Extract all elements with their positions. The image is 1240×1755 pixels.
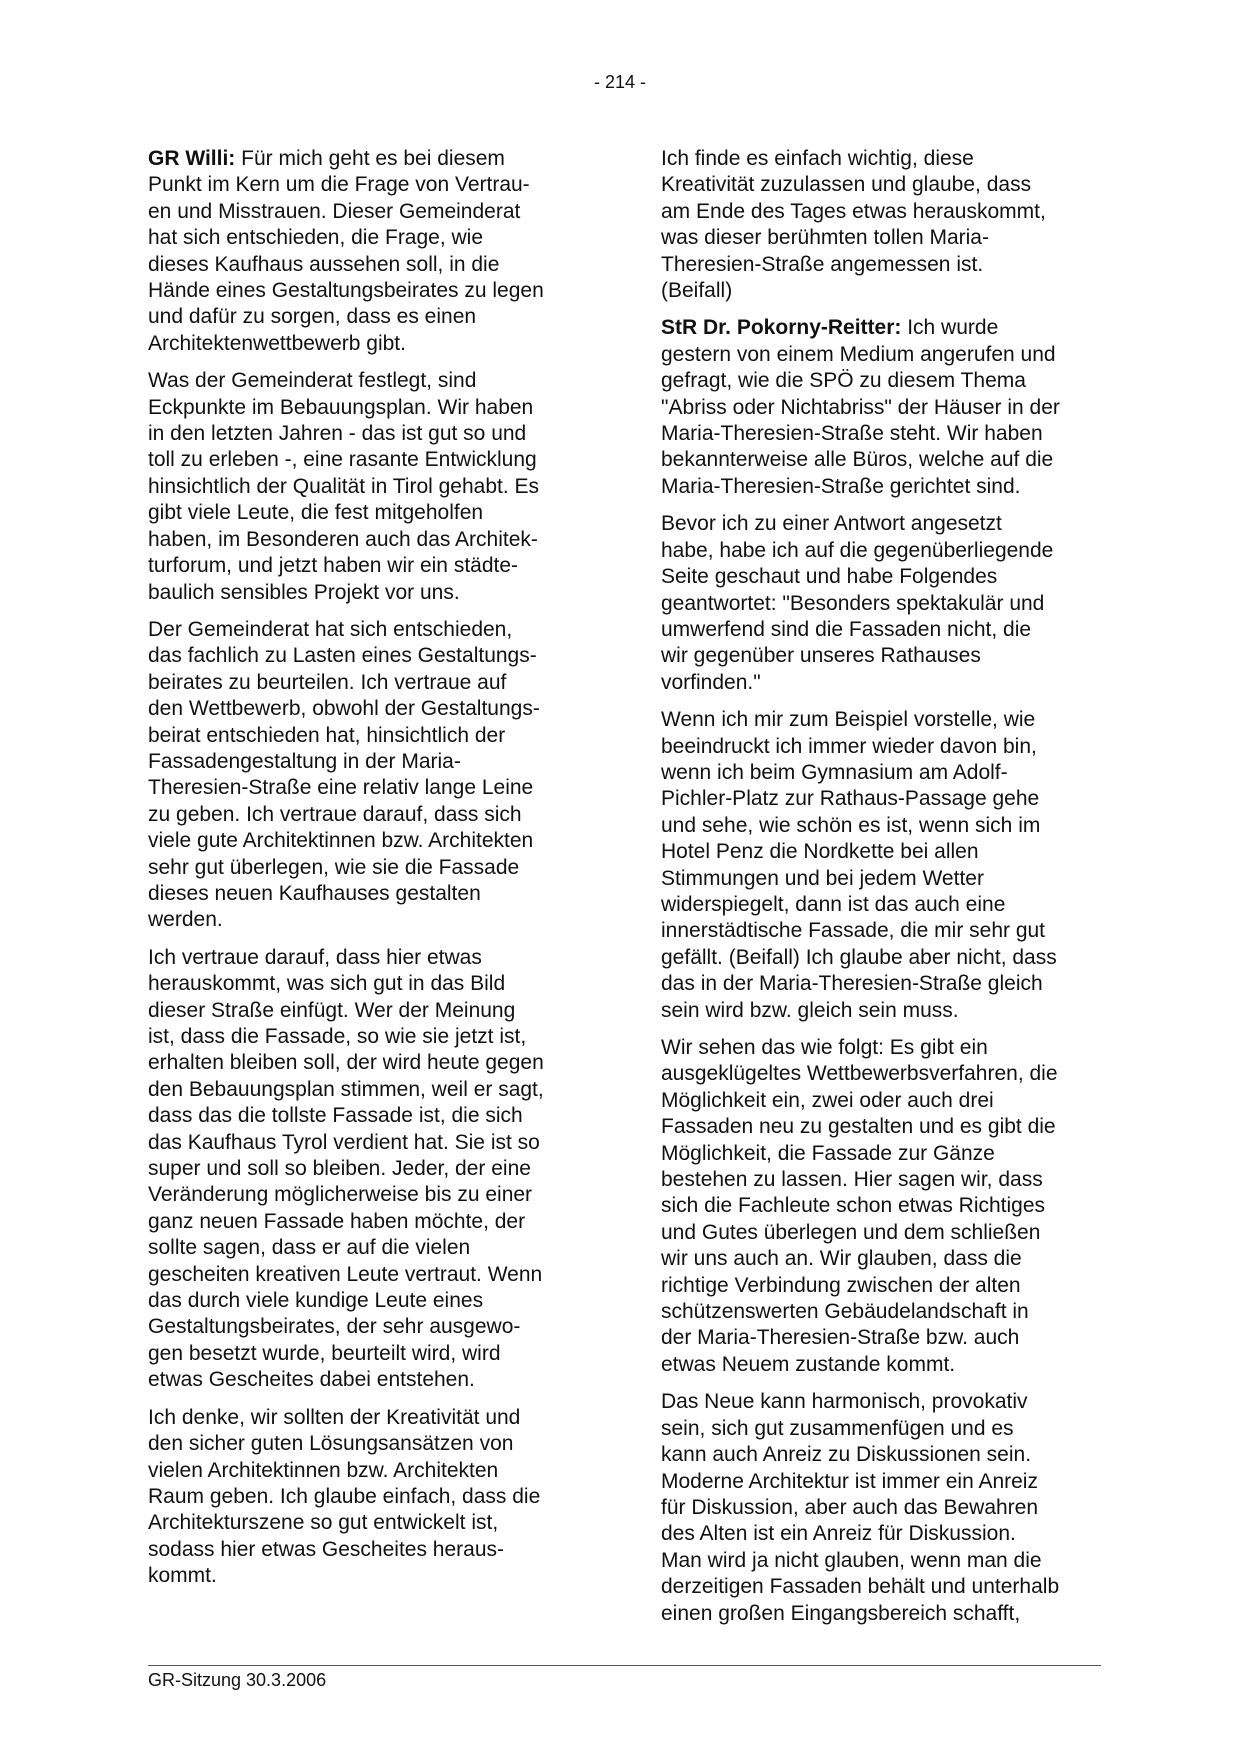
text-line <box>661 278 1101 304</box>
text-line <box>148 723 588 749</box>
text-line <box>148 580 588 606</box>
line-text: Punkt im Kern um die Frage von Vertrau- <box>148 173 530 197</box>
text-line <box>148 474 588 500</box>
paragraph <box>148 146 588 357</box>
text-line <box>148 1262 588 1288</box>
line-text: beirat entschieden hat, hinsichtlich der <box>148 723 506 747</box>
line-text: etwas Neuem zustande kommt. <box>661 1352 956 1376</box>
line-text: Der Gemeinderat hat sich entschieden, <box>148 617 513 641</box>
line-text: kommt. <box>148 1564 217 1588</box>
line-text: den Bebauungsplan stimmen, weil er sagt, <box>148 1077 544 1101</box>
speaker-name: StR Dr. Pokorny-Reitter: <box>661 316 902 340</box>
line-text: gefragt, wie die SPÖ zu diesem Thema <box>661 369 1026 393</box>
text-line <box>661 1548 1101 1574</box>
right-text-column <box>661 146 1101 1638</box>
line-text: gen besetzt wurde, beurteilt wird, wird <box>148 1341 501 1365</box>
text-line <box>148 252 588 278</box>
line-text: Theresien-Straße eine relativ lange Leine <box>148 776 534 800</box>
line-text: Man wird ja nicht glauben, wenn man die <box>661 1548 1042 1572</box>
text-line <box>148 395 588 421</box>
text-line <box>661 252 1101 278</box>
line-text: turforum, und jetzt haben wir ein städte- <box>148 554 519 578</box>
line-text: wenn ich beim Gymnasium am Adolf- <box>661 760 1008 784</box>
text-line <box>148 331 588 357</box>
text-line <box>148 1209 588 1235</box>
line-text: werden. <box>148 908 223 932</box>
text-line <box>148 1314 588 1340</box>
text-line <box>148 945 588 971</box>
paragraph <box>148 368 588 606</box>
line-text: vielen Architektinnen bzw. Architekten <box>148 1458 499 1482</box>
text-line <box>661 1088 1101 1114</box>
line-text: hat sich entschieden, die Frage, wie <box>148 226 484 250</box>
line-text: haben, im Besonderen auch das Architek- <box>148 527 538 551</box>
line-text: dass das die tollste Fassade ist, die sich <box>148 1104 523 1128</box>
line-text: Theresien-Straße angemessen ist. <box>661 252 984 276</box>
line-text: Architektenwettbewerb gibt. <box>148 331 406 355</box>
line-text: das Kaufhaus Tyrol verdient hat. Sie ist so <box>148 1130 540 1154</box>
line-text: derzeitigen Fassaden behält und unterhalb <box>661 1575 1060 1599</box>
line-text: dieser Straße einfügt. Wer der Meinung <box>148 998 516 1022</box>
text-line <box>148 1182 588 1208</box>
text-line <box>148 225 588 251</box>
line-text: Wir sehen das wie folgt: Es gibt ein <box>661 1036 988 1059</box>
line-text: Gestaltungsbeirates, der sehr ausgewo- <box>148 1315 521 1339</box>
text-line <box>661 998 1101 1024</box>
text-line <box>148 1130 588 1156</box>
line-text: innerstädtische Fassade, die mir sehr gut <box>661 919 1046 943</box>
text-line <box>148 749 588 775</box>
text-line <box>148 527 588 553</box>
line-text: Veränderung möglicherweise bis zu einer <box>148 1183 533 1207</box>
line-text: Ich denke, wir sollten der Kreativität und <box>148 1405 521 1429</box>
text-line <box>148 500 588 526</box>
text-line <box>148 1077 588 1103</box>
text-line <box>661 707 1101 733</box>
line-text: dieses Kaufhaus aussehen soll, in die <box>148 252 500 276</box>
line-text: was dieser berühmten tollen Maria- <box>661 226 989 250</box>
text-line <box>661 971 1101 997</box>
line-text: den Wettbewerb, obwohl der Gestaltungs- <box>148 697 540 721</box>
text-line <box>148 696 588 722</box>
line-text: schützenswerten Gebäudelandschaft in <box>661 1300 1029 1324</box>
text-line <box>661 315 1101 341</box>
text-line <box>148 855 588 881</box>
text-line <box>148 172 588 198</box>
text-line <box>661 447 1101 473</box>
text-line <box>661 786 1101 812</box>
line-text: hinsichtlich der Qualität in Tirol gehabt. Es <box>148 474 540 498</box>
text-line <box>661 1442 1101 1468</box>
line-text: toll zu erleben -, eine rasante Entwicklung <box>148 448 537 472</box>
text-line <box>148 775 588 801</box>
text-line <box>148 447 588 473</box>
line-text: sodass hier etwas Gescheites heraus- <box>148 1537 505 1561</box>
line-text: herauskommt, was sich gut in das Bild <box>148 972 506 996</box>
line-text: viele gute Architektinnen bzw. Architekten <box>148 829 534 853</box>
text-line <box>661 918 1101 944</box>
line-text: Fassadengestaltung in der Maria- <box>148 749 461 773</box>
line-text: Pichler-Platz zur Rathaus-Passage gehe <box>661 787 1040 811</box>
text-line <box>661 1141 1101 1167</box>
line-text: Ich finde es einfach wichtig, diese <box>661 147 974 170</box>
text-line <box>661 1167 1101 1193</box>
line-text: "Abriss oder Nichtabriss" der Häuser in der <box>661 395 1060 419</box>
text-line <box>148 998 588 1024</box>
line-text: Moderne Architektur ist immer ein Anreiz <box>661 1469 1038 1493</box>
text-line <box>661 760 1101 786</box>
line-text: kann auch Anreiz zu Diskussionen sein. <box>661 1443 1032 1467</box>
text-line <box>148 881 588 907</box>
paragraph <box>148 1405 588 1590</box>
footer-session-date: GR-Sitzung 30.3.2006 <box>148 1670 327 1690</box>
line-text: (Beifall) <box>661 279 733 303</box>
text-line <box>661 172 1101 198</box>
text-line <box>148 828 588 854</box>
line-text: und sehe, wie schön es ist, wenn sich im <box>661 813 1041 837</box>
text-line <box>661 1389 1101 1415</box>
text-line <box>661 421 1101 447</box>
text-line <box>661 945 1101 971</box>
paragraph <box>148 617 588 934</box>
paragraph <box>661 511 1101 696</box>
text-line <box>148 643 588 669</box>
line-text: Architekturszene so gut entwickelt ist, <box>148 1511 499 1535</box>
text-line <box>148 617 588 643</box>
text-line <box>661 892 1101 918</box>
left-text-column <box>148 146 588 1601</box>
line-text: des Alten ist ein Anreiz für Diskussion. <box>661 1522 1016 1546</box>
line-text: Das Neue kann harmonisch, provokativ <box>661 1390 1028 1414</box>
text-line <box>148 1431 588 1457</box>
text-line <box>148 907 588 933</box>
line-text: vorfinden." <box>661 670 761 694</box>
line-text: gescheiten kreativen Leute vertraut. Wenn <box>148 1262 543 1286</box>
paragraph <box>661 315 1101 500</box>
line-text: Ich vertraue darauf, dass hier etwas <box>148 945 482 969</box>
speaker-name: GR Willi: <box>148 147 236 170</box>
text-line <box>661 617 1101 643</box>
line-text: Hotel Penz die Nordkette bei allen <box>661 840 979 864</box>
line-text: Seite geschaut und habe Folgendes <box>661 565 998 589</box>
text-line <box>148 278 588 304</box>
line-text: Raum geben. Ich glaube einfach, dass die <box>148 1484 541 1508</box>
text-line <box>661 1193 1101 1219</box>
text-line <box>661 1352 1101 1378</box>
text-line <box>661 1273 1101 1299</box>
text-line <box>661 368 1101 394</box>
text-line <box>148 1235 588 1261</box>
line-text: zu geben. Ich vertraue darauf, dass sich <box>148 802 522 826</box>
text-line <box>661 199 1101 225</box>
text-line <box>661 1574 1101 1600</box>
line-text: das in der Maria-Theresien-Straße gleich <box>661 972 1043 996</box>
line-text: das fachlich zu Lasten eines Gestaltungs- <box>148 644 537 668</box>
text-line <box>661 1325 1101 1351</box>
text-line <box>661 1220 1101 1246</box>
paragraph <box>661 146 1101 304</box>
text-line <box>148 199 588 225</box>
text-line <box>661 1061 1101 1087</box>
text-line <box>661 591 1101 617</box>
line-text: sein, sich gut zusammenfügen und es <box>661 1416 1014 1440</box>
line-text: den sicher guten Lösungsansätzen von <box>148 1432 514 1456</box>
text-line <box>661 813 1101 839</box>
line-text: bestehen zu lassen. Hier sagen wir, dass <box>661 1168 1043 1192</box>
line-text: umwerfend sind die Fassaden nicht, die <box>661 617 1032 641</box>
paragraph <box>661 1389 1101 1627</box>
text-line <box>148 1050 588 1076</box>
text-line <box>661 342 1101 368</box>
line-text: Was der Gemeinderat festlegt, sind <box>148 369 477 393</box>
text-line <box>661 1299 1101 1325</box>
text-line <box>148 1367 588 1393</box>
text-line <box>661 1495 1101 1521</box>
footer-divider <box>148 1665 1101 1666</box>
line-text: Stimmungen und bei jedem Wetter <box>661 866 984 890</box>
text-line <box>148 802 588 828</box>
line-text: baulich sensibles Projekt vor uns. <box>148 580 460 604</box>
line-text: Fassaden neu zu gestalten und es gibt die <box>661 1115 1056 1139</box>
text-line <box>148 971 588 997</box>
text-line <box>148 1288 588 1314</box>
line-text: Ich wurde <box>901 316 999 340</box>
line-text: Kreativität zuzulassen und glaube, dass <box>661 173 1032 197</box>
text-line <box>148 1341 588 1367</box>
text-line <box>661 1035 1101 1061</box>
text-line <box>148 1484 588 1510</box>
line-text: Wenn ich mir zum Beispiel vorstelle, wie <box>661 708 1036 732</box>
text-line <box>148 1458 588 1484</box>
line-text: der Maria-Theresien-Straße bzw. auch <box>661 1326 1020 1350</box>
text-line <box>661 643 1101 669</box>
text-line <box>148 1024 588 1050</box>
line-text: ganz neuen Fassade haben möchte, der <box>148 1209 526 1233</box>
line-text: ist, dass die Fassade, so wie sie jetzt ist, <box>148 1025 527 1048</box>
line-text: gefällt. (Beifall) Ich glaube aber nicht, dass <box>661 945 1057 969</box>
text-line <box>148 304 588 330</box>
line-text: super und soll so bleiben. Jeder, der eine <box>148 1157 531 1181</box>
line-text: etwas Gescheites dabei entstehen. <box>148 1368 475 1392</box>
text-line <box>148 670 588 696</box>
line-text: sich die Fachleute schon etwas Richtiges <box>661 1194 1046 1218</box>
line-text: beirates zu beurteilen. Ich vertraue auf <box>148 670 507 694</box>
line-text: Möglichkeit ein, zwei oder auch drei <box>661 1088 994 1112</box>
text-line <box>661 1114 1101 1140</box>
line-text: für Diskussion, aber auch das Bewahren <box>661 1495 1039 1519</box>
text-line <box>148 1405 588 1431</box>
text-line <box>661 146 1101 172</box>
text-line <box>148 146 588 172</box>
line-text: wir uns auch an. Wir glauben, dass die <box>661 1247 1022 1271</box>
text-line <box>661 225 1101 251</box>
text-line <box>661 474 1101 500</box>
text-line <box>661 1601 1101 1627</box>
line-text: sein wird bzw. gleich sein muss. <box>661 998 959 1022</box>
line-text: richtige Verbindung zwischen der alten <box>661 1273 1021 1297</box>
line-text: Maria-Theresien-Straße gerichtet sind. <box>661 474 1021 498</box>
text-line <box>661 866 1101 892</box>
text-line <box>148 1563 588 1589</box>
line-text: Hände eines Gestaltungsbeirates zu legen <box>148 279 544 303</box>
text-line <box>661 538 1101 564</box>
line-text: erhalten bleiben soll, der wird heute gegen <box>148 1051 544 1075</box>
text-line <box>661 511 1101 537</box>
text-line <box>661 670 1101 696</box>
text-line <box>148 1510 588 1536</box>
text-line <box>661 1246 1101 1272</box>
line-text: Für mich geht es bei diesem <box>235 147 505 170</box>
line-text: gestern von einem Medium angerufen und <box>661 342 1056 366</box>
line-text: und dafür zu sorgen, dass es einen <box>148 305 477 329</box>
line-text: geantwortet: "Besonders spektakulär und <box>661 591 1045 615</box>
paragraph <box>661 1035 1101 1378</box>
text-line <box>661 1416 1101 1442</box>
text-line <box>148 1537 588 1563</box>
text-line <box>148 421 588 447</box>
text-line <box>661 734 1101 760</box>
text-line <box>661 839 1101 865</box>
line-text: habe, habe ich auf die gegenüberliegende <box>661 538 1054 562</box>
line-text: beeindruckt ich immer wieder davon bin, <box>661 734 1037 758</box>
line-text: am Ende des Tages etwas herauskommt, <box>661 199 1046 223</box>
paragraph <box>148 945 588 1394</box>
line-text: Maria-Theresien-Straße steht. Wir haben <box>661 422 1043 446</box>
line-text: sollte sagen, dass er auf die vielen <box>148 1236 471 1260</box>
line-text: bekannterweise alle Büros, welche auf die <box>661 448 1054 472</box>
line-text: dieses neuen Kaufhauses gestalten <box>148 881 481 905</box>
paragraph <box>661 707 1101 1024</box>
line-text: ausgeklügeltes Wettbewerbsverfahren, die <box>661 1062 1058 1086</box>
line-text: das durch viele kundige Leute eines <box>148 1289 484 1313</box>
line-text: en und Misstrauen. Dieser Gemeinderat <box>148 199 521 223</box>
page-number: - 214 - <box>593 72 647 92</box>
text-line <box>148 553 588 579</box>
line-text: Bevor ich zu einer Antwort angesetzt <box>661 512 1002 536</box>
line-text: gibt viele Leute, die fest mitgeholfen <box>148 501 484 525</box>
line-text: Eckpunkte im Bebauungsplan. Wir haben <box>148 395 534 419</box>
line-text: sehr gut überlegen, wie sie die Fassade <box>148 855 520 879</box>
text-line <box>148 1156 588 1182</box>
text-line <box>148 368 588 394</box>
text-line <box>661 564 1101 590</box>
line-text: in den letzten Jahren - das ist gut so und <box>148 422 527 446</box>
line-text: einen großen Eingangsbereich schafft, <box>661 1601 1021 1625</box>
line-text: Möglichkeit, die Fassade zur Gänze <box>661 1141 995 1165</box>
text-line <box>148 1103 588 1129</box>
text-line <box>661 1521 1101 1547</box>
text-line <box>661 1469 1101 1495</box>
line-text: widerspiegelt, dann ist das auch eine <box>661 892 1006 916</box>
line-text: und Gutes überlegen und dem schließen <box>661 1220 1041 1244</box>
text-line <box>661 395 1101 421</box>
line-text: wir gegenüber unseres Rathauses <box>661 644 981 668</box>
